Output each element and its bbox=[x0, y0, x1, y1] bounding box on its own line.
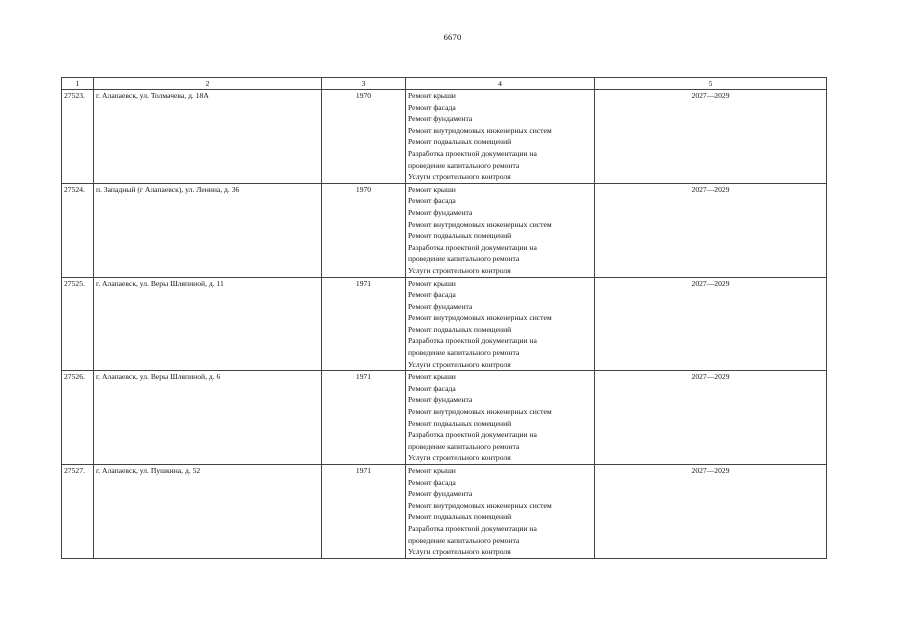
table-row bbox=[62, 277, 827, 371]
row-period: 2027—2029 bbox=[595, 371, 827, 465]
work-item: проведение капитального ремонта bbox=[408, 535, 520, 545]
work-item: Разработка проектной документации на bbox=[408, 430, 537, 440]
work-item: Услуги строительного контроля bbox=[408, 547, 511, 557]
work-item: Ремонт подвальных помещений bbox=[408, 231, 512, 241]
work-item: Услуги строительного контроля bbox=[408, 359, 511, 369]
row-works bbox=[406, 465, 595, 559]
work-item: Ремонт внутридомовых инженерных систем bbox=[408, 407, 552, 417]
work-item: Ремонт фасада bbox=[408, 102, 456, 112]
row-period: 2027—2029 bbox=[595, 465, 827, 559]
row-works bbox=[406, 277, 595, 371]
row-number: 27525. bbox=[62, 277, 94, 371]
column-header-4: 4 bbox=[406, 78, 595, 90]
work-item: Ремонт фасада bbox=[408, 477, 456, 487]
row-year: 1971 bbox=[322, 371, 406, 465]
row-period: 2027—2029 bbox=[595, 183, 827, 277]
table-row bbox=[62, 90, 827, 184]
work-item: Ремонт фасада bbox=[408, 383, 456, 393]
work-item: Ремонт крыши bbox=[408, 184, 456, 194]
work-item: Ремонт фасада bbox=[408, 290, 456, 300]
work-item: Ремонт внутридомовых инженерных систем bbox=[408, 125, 552, 135]
row-period: 2027—2029 bbox=[595, 90, 827, 184]
column-header-2: 2 bbox=[94, 78, 322, 90]
work-item: Ремонт крыши bbox=[408, 372, 456, 382]
row-year: 1970 bbox=[322, 90, 406, 184]
table-row bbox=[62, 371, 827, 465]
work-item: Ремонт крыши bbox=[408, 278, 456, 288]
row-number: 27524. bbox=[62, 183, 94, 277]
table-row bbox=[62, 465, 827, 559]
row-works bbox=[406, 90, 595, 184]
row-works bbox=[406, 371, 595, 465]
work-item: Ремонт крыши bbox=[408, 466, 456, 475]
row-address: п. Западный (г Алапаевск), ул. Ленина, д. 36 bbox=[94, 183, 322, 277]
column-header-3: 3 bbox=[322, 78, 406, 90]
work-item: Ремонт внутридомовых инженерных систем bbox=[408, 219, 552, 229]
work-item: Услуги строительного контроля bbox=[408, 453, 511, 463]
work-item: Услуги строительного контроля bbox=[408, 265, 511, 275]
repair-schedule-table bbox=[61, 77, 827, 559]
row-number: 27523. bbox=[62, 90, 94, 184]
work-item: Ремонт фундамента bbox=[408, 301, 473, 311]
row-number: 27527. bbox=[62, 465, 94, 559]
row-year: 1971 bbox=[322, 465, 406, 559]
row-address: г. Алапаевск, ул. Пушкина, д. 52 bbox=[94, 465, 322, 559]
work-item: Разработка проектной документации на bbox=[408, 336, 537, 346]
row-year: 1971 bbox=[322, 277, 406, 371]
row-works bbox=[406, 183, 595, 277]
work-item: Услуги строительного контроля bbox=[408, 172, 511, 182]
row-period: 2027—2029 bbox=[595, 277, 827, 371]
work-item: Ремонт подвальных помещений bbox=[408, 324, 512, 334]
header-row bbox=[62, 78, 827, 90]
work-item: Ремонт подвальных помещений bbox=[408, 137, 512, 147]
table-body bbox=[62, 90, 827, 559]
work-item: проведение капитального ремонта bbox=[408, 160, 520, 170]
work-item: Разработка проектной документации на bbox=[408, 523, 537, 533]
row-address: г. Алапаевск, ул. Толмачева, д. 18А bbox=[94, 90, 322, 184]
work-item: Ремонт фундамента bbox=[408, 114, 473, 124]
column-header-5: 5 bbox=[595, 78, 827, 90]
work-item: проведение капитального ремонта bbox=[408, 348, 520, 358]
work-item: Разработка проектной документации на bbox=[408, 242, 537, 252]
work-item: проведение капитального ремонта bbox=[408, 254, 520, 264]
work-item: Ремонт фундамента bbox=[408, 395, 473, 405]
work-item: Ремонт фундамента bbox=[408, 489, 473, 499]
work-item: Ремонт внутридомовых инженерных систем bbox=[408, 500, 552, 510]
work-item: Ремонт крыши bbox=[408, 91, 456, 100]
work-item: Ремонт подвальных помещений bbox=[408, 418, 512, 428]
page-number: 6670 bbox=[443, 32, 462, 42]
table-row bbox=[62, 183, 827, 277]
work-item: Ремонт фундамента bbox=[408, 207, 473, 217]
row-address: г. Алапаевск, ул. Веры Шляпиной, д. 6 bbox=[94, 371, 322, 465]
work-item: Разработка проектной документации на bbox=[408, 148, 537, 158]
row-address: г. Алапаевск, ул. Веры Шляпиной, д. 11 bbox=[94, 277, 322, 371]
row-year: 1970 bbox=[322, 183, 406, 277]
row-number: 27526. bbox=[62, 371, 94, 465]
work-item: проведение капитального ремонта bbox=[408, 441, 520, 451]
column-header-1: 1 bbox=[62, 78, 94, 90]
work-item: Ремонт внутридомовых инженерных систем bbox=[408, 313, 552, 323]
work-item: Ремонт фасада bbox=[408, 196, 456, 206]
work-item: Ремонт подвальных помещений bbox=[408, 512, 512, 522]
